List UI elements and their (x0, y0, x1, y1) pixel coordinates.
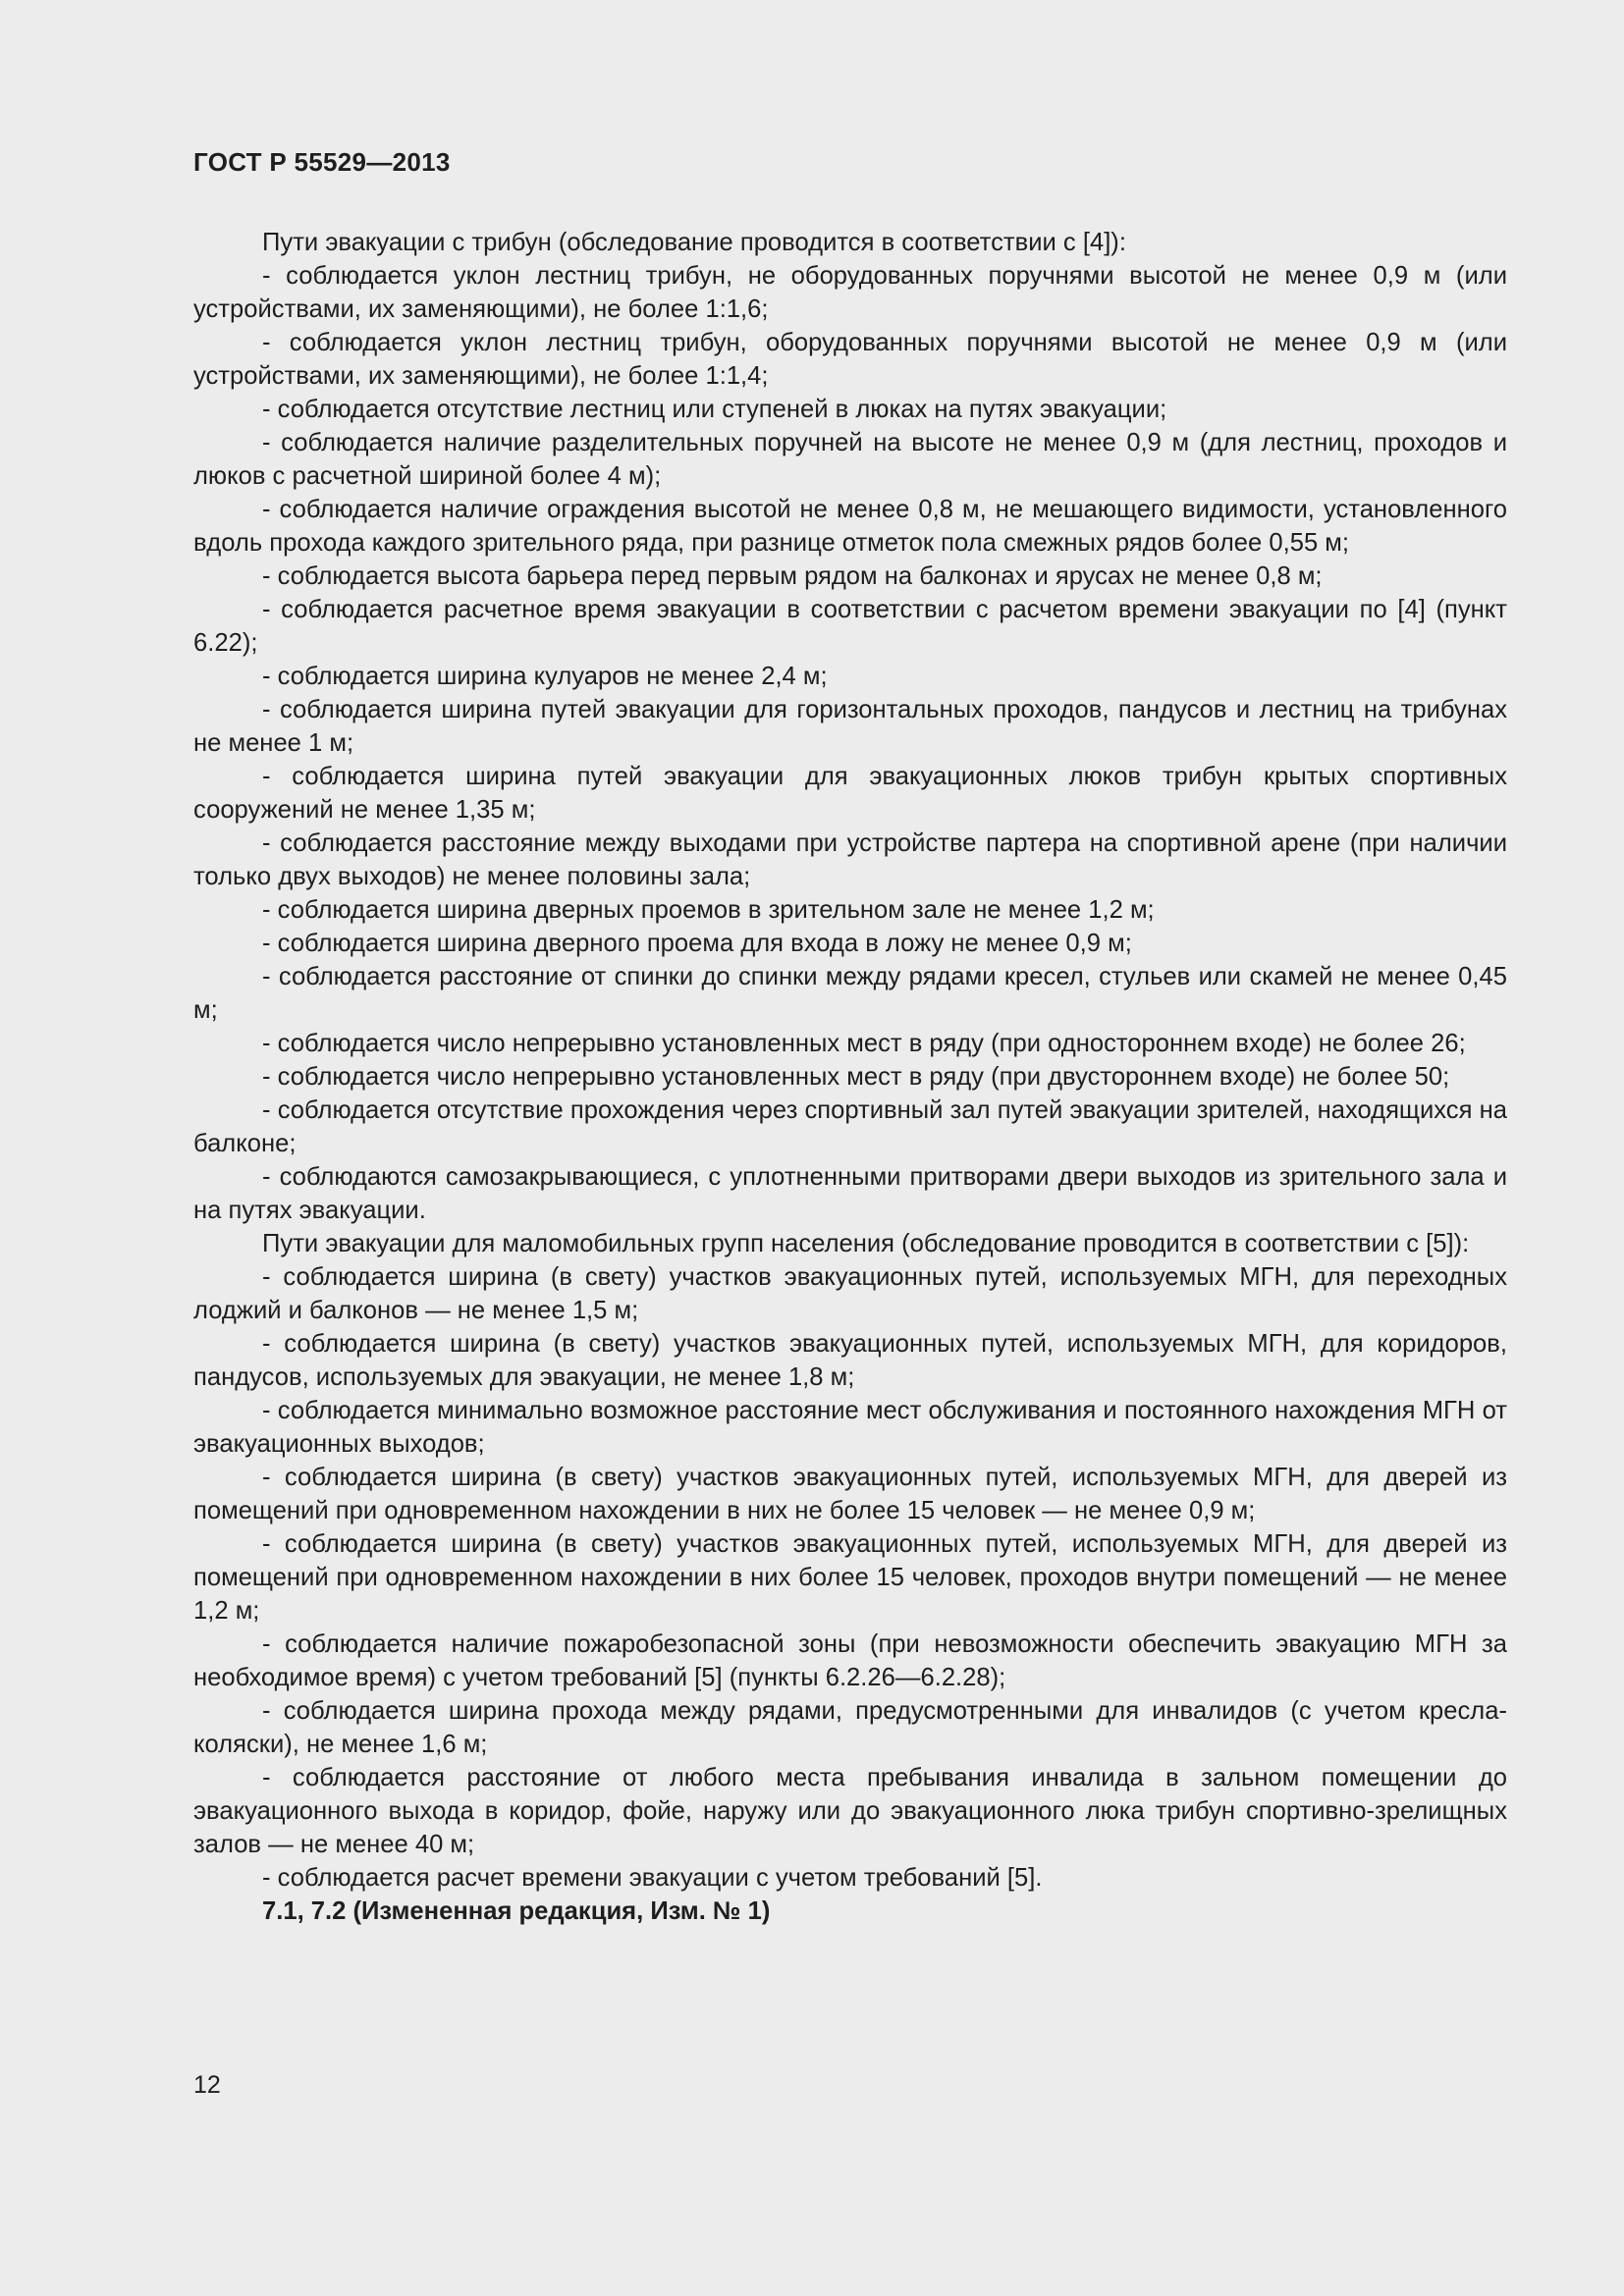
paragraph: - соблюдается ширина дверных проемов в зрительном зале не менее 1,2 м; (262, 896, 1155, 924)
document-body (193, 226, 1507, 1928)
paragraph: - соблюдается ширина прохода между рядами, предусмотренными для инвалидов (с учетом кресла-коляски), не менее 1,6 м; (193, 1697, 1507, 1758)
paragraph: - соблюдается наличие разделительных поручней на высоте не менее 0,9 м (для лестниц, проходов и люков с расчетной шириной более 4 м); (193, 429, 1507, 490)
document-header: ГОСТ Р 55529—2013 (193, 147, 451, 177)
paragraph: - соблюдается минимально возможное расстояние мест обслуживания и постоянного нахождения МГН от эвакуационных выходов; (193, 1397, 1507, 1458)
paragraph: - соблюдается ширина (в свету) участков эвакуационных путей, используемых МГН, для дверей из помещений при одновременном нахождении в них не более 15 человек — не менее 0,9 м; (193, 1464, 1507, 1524)
paragraph: - соблюдается расчетное время эвакуации в соответствии с расчетом времени эвакуации по [4] (пункт 6.22); (193, 596, 1507, 657)
paragraph: - соблюдается наличие пожаробезопасной зоны (при невозможности обеспечить эвакуацию МГН за необходимое время) с учетом требований [5] (пункты 6.2.26—6.2.28); (193, 1630, 1507, 1691)
paragraph: - соблюдается уклон лестниц трибун, оборудованных поручнями высотой не менее 0,9 м (или устройствами, их заменяющими), не более 1:1,4; (193, 329, 1507, 390)
page-number: 12 (193, 2071, 221, 2099)
paragraph: Пути эвакуации с трибун (обследование проводится в соответствии с [4]): (262, 229, 1126, 256)
paragraph: - соблюдается уклон лестниц трибун, не оборудованных поручнями высотой не менее 0,9 м (или устройствами, их заменяющими), не более 1:1,6; (193, 262, 1507, 323)
paragraph: - соблюдается число непрерывно установленных мест в ряду (при двустороннем входе) не более 50; (262, 1063, 1450, 1091)
paragraph: - соблюдается отсутствие лестниц или ступеней в люках на путях эвакуации; (262, 396, 1167, 423)
paragraph: - соблюдается число непрерывно установленных мест в ряду (при одностороннем входе) не более 26; (262, 1030, 1466, 1057)
paragraph: - соблюдается расстояние от спинки до спинки между рядами кресел, стульев или скамей не менее 0,45 м; (193, 963, 1507, 1024)
paragraph: - соблюдается расстояние от любого места пребывания инвалида в зальном помещении до эвакуационного выхода в коридор, фойе, наружу или до эвакуационного люка трибун спортивно-зрелищных залов — не менее 40 м; (193, 1764, 1507, 1858)
amendment-note: 7.1, 7.2 (Измененная редакция, Изм. № 1) (262, 1897, 771, 1925)
paragraph: - соблюдаются самозакрывающиеся, с уплотненными притворами двери выходов из зрительного зала и на путях эвакуации. (193, 1163, 1507, 1224)
paragraph: - соблюдается ширина (в свету) участков эвакуационных путей, используемых МГН, для коридоров, пандусов, используемых для эвакуации, не менее 1,8 м; (193, 1330, 1507, 1391)
paragraph: - соблюдается ширина дверного проема для входа в ложу не менее 0,9 м; (262, 930, 1132, 957)
paragraph: - соблюдается расстояние между выходами при устройстве партера на спортивной арене (при наличии только двух выходов) не менее половины зала; (193, 829, 1507, 890)
paragraph: - соблюдается отсутствие прохождения через спортивный зал путей эвакуации зрителей, находящихся на балконе; (193, 1096, 1507, 1157)
paragraph: - соблюдается ширина (в свету) участков эвакуационных путей, используемых МГН, для переходных лоджий и балконов — не менее 1,5 м; (193, 1263, 1507, 1324)
paragraph: - соблюдается наличие ограждения высотой не менее 0,8 м, не мешающего видимости, установленного вдоль прохода каждого зрительного ряда, при разнице отметок пола смежных рядов более 0,55 м; (193, 496, 1507, 557)
paragraph: Пути эвакуации для маломобильных групп населения (обследование проводится в соответствии с [5]): (262, 1230, 1470, 1257)
paragraph: - соблюдается ширина путей эвакуации для горизонтальных проходов, пандусов и лестниц на трибунах не менее 1 м; (193, 696, 1507, 757)
paragraph: - соблюдается расчет времени эвакуации с учетом требований [5]. (262, 1864, 1043, 1892)
paragraph: - соблюдается высота барьера перед первым рядом на балконах и ярусах не менее 0,8 м; (262, 562, 1323, 590)
paragraph: - соблюдается ширина путей эвакуации для эвакуационных люков трибун крытых спортивных сооружений не менее 1,35 м; (193, 763, 1507, 824)
paragraph: - соблюдается ширина кулуаров не менее 2,4 м; (262, 663, 828, 690)
paragraph: - соблюдается ширина (в свету) участков эвакуационных путей, используемых МГН, для дверей из помещений при одновременном нахождении в них более 15 человек, проходов внутри помещений — не менее 1,2 м; (193, 1530, 1507, 1625)
